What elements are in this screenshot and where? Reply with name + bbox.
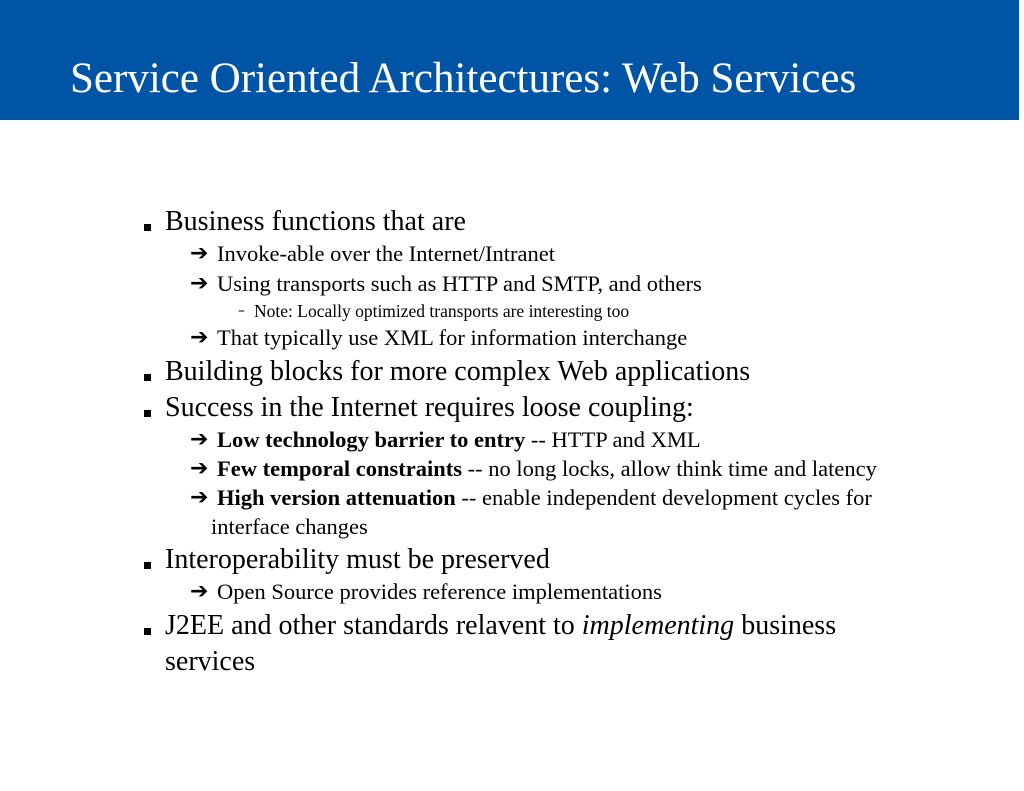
bullet-text: Business functions that are (165, 206, 466, 237)
sub-bullet-text: Invoke-able over the Internet/Intranet (217, 241, 555, 266)
bullet-text-start: J2EE and other standards relavent to (165, 610, 582, 641)
dash-bullet-icon: – (238, 303, 245, 319)
sub-bullet-text (217, 455, 877, 483)
sub-sub-bullet-text: Note: Locally optimized transports are interesting too (254, 301, 630, 321)
sub-bullet-continuation: interface changes (211, 514, 368, 539)
arrow-bullet-icon: ➔ (190, 485, 209, 510)
square-bullet-icon (144, 410, 151, 417)
bullet-text: Interoperability must be preserved (165, 544, 550, 575)
square-bullet-icon (144, 562, 151, 569)
arrow-bullet-icon: ➔ (190, 325, 209, 350)
bullet-text: Building blocks for more complex Web applications (165, 356, 751, 387)
sub-bullet-text: That typically use XML for information interchange (217, 325, 688, 350)
bullet-text (165, 609, 836, 643)
square-bullet-icon (144, 628, 151, 635)
arrow-bullet-icon: ➔ (190, 579, 209, 604)
bullet-text: Success in the Internet requires loose coupling: (165, 392, 694, 423)
bullet-text-end: business (734, 610, 837, 641)
bold-term: Few temporal constraints (217, 456, 462, 481)
sub-bullet-text: Open Source provides reference implementations (217, 579, 662, 604)
term-description: -- no long locks, allow think time and latency (461, 456, 877, 481)
term-description: -- enable independent development cycles for (455, 485, 872, 510)
arrow-bullet-icon: ➔ (190, 241, 209, 266)
square-bullet-icon (144, 374, 151, 381)
bullet-continuation: services (165, 646, 256, 677)
bold-term: Low technology barrier to entry (217, 427, 526, 452)
square-bullet-icon (144, 224, 151, 231)
emphasized-word: implementing (581, 610, 735, 641)
bold-term: High version attenuation (217, 485, 456, 510)
arrow-bullet-icon: ➔ (190, 271, 209, 296)
arrow-bullet-icon: ➔ (190, 456, 209, 481)
sub-bullet-text: Using transports such as HTTP and SMTP, and others (217, 271, 702, 296)
arrow-bullet-icon: ➔ (190, 427, 209, 452)
slide-title: Service Oriented Architectures: Web Services (70, 55, 857, 102)
term-description: -- HTTP and XML (525, 427, 701, 452)
sub-bullet-text (217, 426, 701, 454)
sub-bullet-text (217, 484, 872, 512)
